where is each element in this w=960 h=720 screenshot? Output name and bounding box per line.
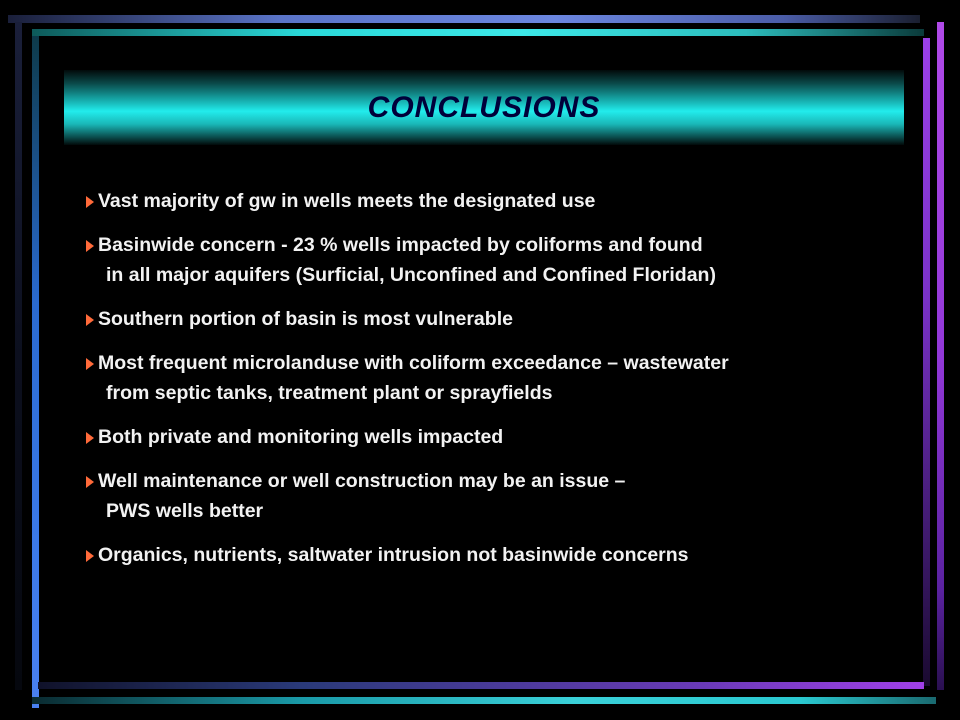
bullet-line: Vast majority of gw in wells meets the designated use	[98, 190, 596, 212]
border-bar-bottom-outer	[38, 682, 924, 689]
bullet-line: in all major aquifers (Surficial, Unconfined and Confined Floridan)	[106, 264, 716, 286]
bullet-text	[98, 304, 906, 334]
border-bar-top-inner	[32, 29, 924, 36]
bullet-line: Basinwide concern - 23 % wells impacted by coliforms and found	[98, 234, 703, 256]
arrow-bullet-icon	[86, 476, 94, 488]
bullet-line: Organics, nutrients, saltwater intrusion not basinwide concerns	[98, 544, 689, 566]
bullet-text	[98, 466, 906, 526]
bullet-line: Southern portion of basin is most vulnerable	[98, 308, 513, 330]
title-banner	[64, 70, 904, 145]
arrow-bullet-icon	[86, 314, 94, 326]
bullet-line: Both private and monitoring wells impacted	[98, 426, 504, 448]
bullet-text	[98, 348, 906, 408]
bullet-text	[98, 422, 906, 452]
bullet-item	[86, 304, 906, 334]
border-bar-bottom-inner	[32, 697, 936, 704]
arrow-bullet-icon	[86, 550, 94, 562]
bullet-item	[86, 230, 906, 290]
bullet-item	[86, 348, 906, 408]
border-bar-left-outer	[15, 22, 22, 690]
bullet-line: Well maintenance or well construction may be an issue –	[98, 470, 626, 492]
border-bar-right-outer	[923, 38, 930, 686]
bullet-item	[86, 540, 906, 570]
bullet-line: Most frequent microlanduse with coliform exceedance – wastewater	[98, 352, 729, 374]
border-bar-top-outer	[8, 15, 920, 23]
bullet-item	[86, 422, 906, 452]
arrow-bullet-icon	[86, 196, 94, 208]
arrow-bullet-icon	[86, 240, 94, 252]
bullet-line: from septic tanks, treatment plant or sprayfields	[106, 382, 553, 404]
arrow-bullet-icon	[86, 358, 94, 370]
border-bar-right-inner	[937, 22, 944, 690]
bullet-list	[86, 186, 906, 584]
bullet-line: PWS wells better	[106, 500, 264, 522]
bullet-text	[98, 186, 906, 216]
bullet-item	[86, 186, 906, 216]
slide-title: CONCLUSIONS	[367, 90, 601, 124]
arrow-bullet-icon	[86, 432, 94, 444]
border-bar-left-inner	[32, 36, 39, 708]
bullet-item	[86, 466, 906, 526]
bullet-text	[98, 230, 906, 290]
bullet-text	[98, 540, 906, 570]
